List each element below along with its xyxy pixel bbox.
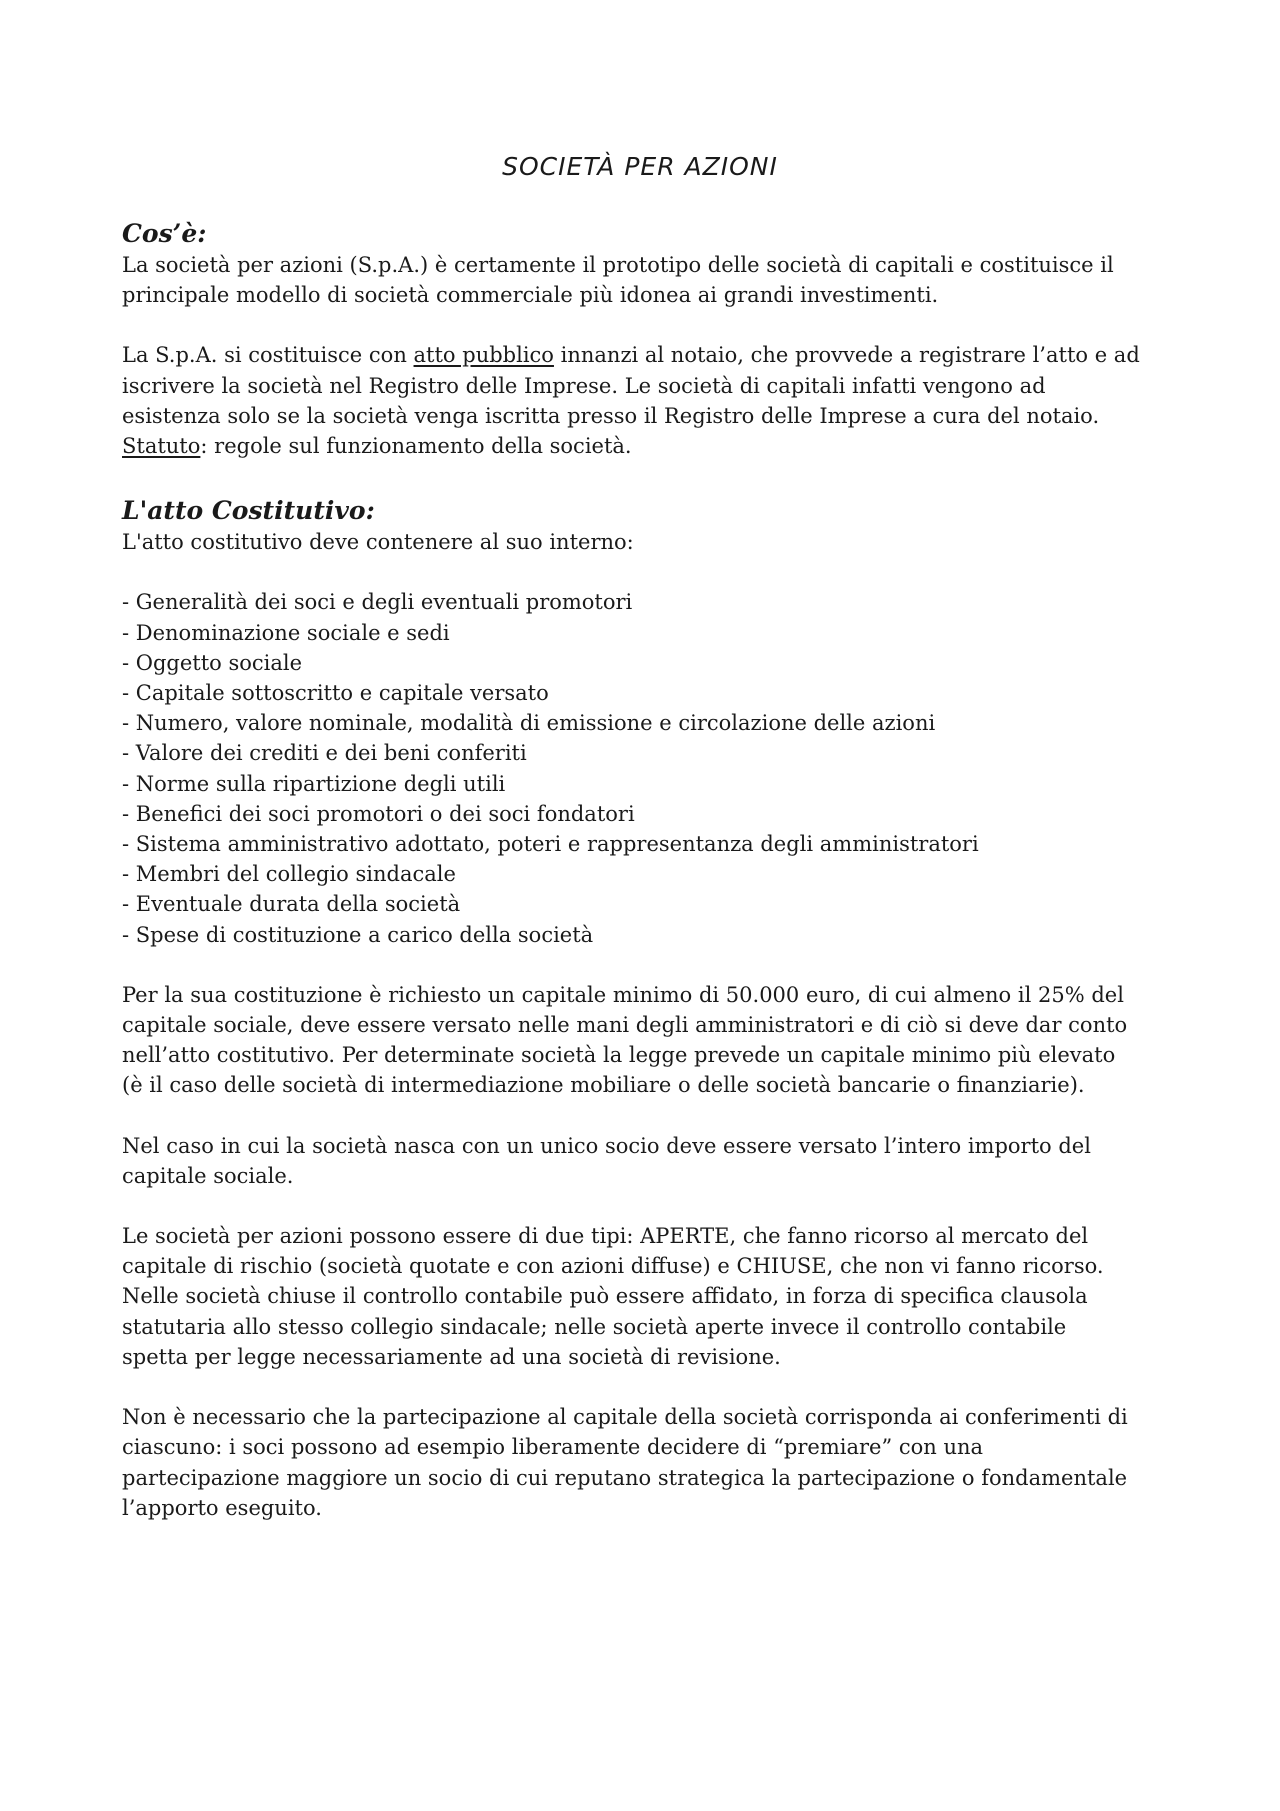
paragraph-atto-intro xyxy=(122,527,1172,557)
text-line: principale modello di società commerciale più idonea ai grandi investimenti. xyxy=(122,283,939,308)
text-line: iscrivere la società nel Registro delle Imprese. Le società di capitali infatti vengono ad xyxy=(122,373,1046,398)
list-item: - Valore dei crediti e dei beni conferiti xyxy=(122,741,527,766)
paragraph-intro xyxy=(122,250,1172,310)
page-title: SOCIETÀ PER AZIONI xyxy=(502,152,778,181)
paragraph-partecipazione xyxy=(122,1402,1172,1523)
list-item: - Oggetto sociale xyxy=(122,650,303,675)
text-line: Non è necessario che la partecipazione al capitale della società corrisponda ai conferimenti di xyxy=(122,1405,1128,1430)
paragraph-costituzione xyxy=(122,340,1172,461)
text-line: partecipazione maggiore un socio di cui reputano strategica la partecipazione o fondamentale xyxy=(122,1465,1128,1490)
text-line: esistenza solo se la società venga iscritta presso il Registro delle Imprese a cura del notaio. xyxy=(122,403,1100,428)
text-segment: : regole sul funzionamento della società. xyxy=(200,434,632,459)
paragraph-tipi-societa xyxy=(122,1221,1172,1372)
text-line: Per la sua costituzione è richiesto un capitale minimo di 50.000 euro, di cui almeno il 25% del xyxy=(122,982,1124,1007)
list-item: - Numero, valore nominale, modalità di emissione e circolazione delle azioni xyxy=(122,711,936,736)
document-body xyxy=(122,218,1172,1523)
paragraph-unico-socio xyxy=(122,1131,1172,1191)
statuto-underlined: Statuto xyxy=(122,434,201,459)
list-item: - Sistema amministrativo adottato, poteri e rappresentanza degli amministratori xyxy=(122,832,979,857)
list-item: - Spese di costituzione a carico della società xyxy=(122,922,594,947)
section-heading-cose: Cos’è: xyxy=(122,219,207,248)
text-line: Nelle società chiuse il controllo contabile può essere affidato, in forza di specifica clausola xyxy=(122,1284,1088,1309)
list-item: - Norme sulla ripartizione degli utili xyxy=(122,771,506,796)
text-line: capitale di rischio (società quotate e con azioni diffuse) e CHIUSE, che non vi fanno ricorso. xyxy=(122,1254,1104,1279)
text-segment: innanzi al notaio, che provvede a registrare l’atto e ad xyxy=(553,343,1140,368)
text-line: L'atto costitutivo deve contenere al suo interno: xyxy=(122,530,634,555)
text-line: statutaria allo stesso collegio sindacale; nelle società aperte invece il controllo contabile xyxy=(122,1314,1067,1339)
list-item: - Benefici dei soci promotori o dei soci fondatori xyxy=(122,801,635,826)
text-line: Le società per azioni possono essere di due tipi: APERTE, che fanno ricorso al mercato del xyxy=(122,1224,1089,1249)
list-item: - Membri del collegio sindacale xyxy=(122,862,456,887)
list-item: - Denominazione sociale e sedi xyxy=(122,620,450,645)
text-line: capitale sociale, deve essere versato nelle mani degli amministratori e di ciò si deve dar conto xyxy=(122,1013,1128,1038)
text-line: ciascuno: i soci possono ad esempio liberamente decidere di “premiare” con una xyxy=(122,1435,984,1460)
text-line: La società per azioni (S.p.A.) è certamente il prototipo delle società di capitali e costituisce il xyxy=(122,253,1114,277)
section-heading-atto-costitutivo: L'atto Costitutivo: xyxy=(122,496,375,526)
paragraph-capitale-minimo xyxy=(122,980,1172,1101)
text-line: spetta per legge necessariamente ad una società di revisione. xyxy=(122,1344,781,1369)
text-segment: La S.p.A. si costituisce con xyxy=(122,343,414,368)
atto-pubblico-underlined: atto pubblico xyxy=(413,343,554,368)
list-item: - Generalità dei soci e degli eventuali promotori xyxy=(122,590,633,615)
list-item: - Capitale sottoscritto e capitale versato xyxy=(122,681,549,706)
requirements-list xyxy=(122,587,1172,949)
list-item: - Eventuale durata della società xyxy=(122,892,461,917)
text-line: Nel caso in cui la società nasca con un unico socio deve essere versato l’intero importo del xyxy=(122,1133,1091,1158)
text-line xyxy=(122,340,1172,370)
text-line: (è il caso delle società di intermediazione mobiliare o delle società bancarie o finanziarie). xyxy=(122,1073,1085,1098)
text-line: l’apporto eseguito. xyxy=(122,1495,322,1520)
text-line: nell’atto costitutivo. Per determinate società la legge prevede un capitale minimo più elevato xyxy=(122,1043,1116,1068)
text-line xyxy=(122,431,1172,461)
text-line: capitale sociale. xyxy=(122,1163,294,1188)
